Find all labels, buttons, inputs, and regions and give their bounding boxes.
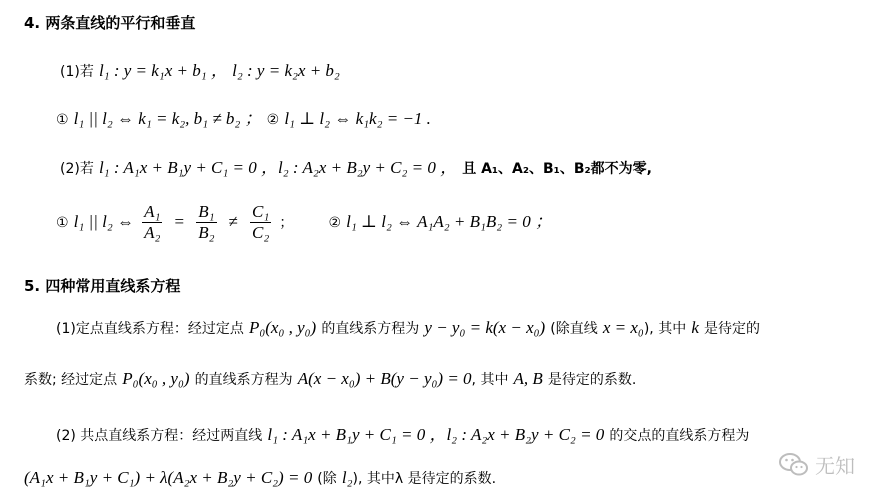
section-5-heading: 5. 四种常用直线系方程 bbox=[24, 277, 181, 295]
fraction-b1-b2 bbox=[196, 202, 216, 243]
item-1-point: P₀(x₀ , y₀) bbox=[122, 369, 190, 388]
item-2-text: (除 bbox=[317, 471, 337, 487]
circled-one-marker: ① bbox=[56, 112, 69, 128]
item-1-text: 是待定的系数. bbox=[547, 372, 637, 388]
case-2-formula: l₁ : A₁x + B₁y + C₁ = 0 ，l₂ : A₂x + B₂y + C₂ = 0 ， bbox=[98, 158, 458, 177]
item-1-text: (除直线 bbox=[550, 321, 598, 337]
watermark bbox=[779, 450, 855, 479]
case-1-perpendicular: l₁ ⊥ l₂ ⇔ k₁k₂ = −1 . bbox=[284, 109, 431, 128]
wechat-icon bbox=[779, 452, 809, 478]
item-2-line-1 bbox=[56, 420, 749, 445]
case-1-statement bbox=[60, 56, 340, 81]
equals-sign: = bbox=[174, 212, 185, 231]
fraction-numerator: A₁ bbox=[144, 202, 161, 221]
case-2-statement bbox=[60, 153, 652, 178]
circled-two-marker: ② bbox=[328, 215, 342, 231]
fraction-numerator: C₁ bbox=[252, 202, 270, 221]
item-1-coefficients: A, B bbox=[513, 369, 543, 388]
item-1-line-2 bbox=[24, 369, 636, 389]
case-2-condition: 且 A₁、A₂、B₁、B₂都不为零, bbox=[462, 161, 652, 177]
separator: ； bbox=[279, 215, 294, 231]
circled-two-marker: ② bbox=[266, 112, 280, 128]
item-2-equation: (A₁x + B₁y + C₁) + λ(A₂x + B₂y + C₂) = 0 bbox=[24, 468, 313, 487]
item-2-excluded-line: l₂ bbox=[341, 468, 353, 487]
not-equal-sign: ≠ bbox=[228, 212, 238, 231]
item-1-text: 是待定的 bbox=[703, 321, 760, 337]
item-1-text: , 其中 bbox=[471, 372, 509, 388]
fraction-a1-a2 bbox=[142, 202, 162, 243]
item-2-lines: l₁ : A₁x + B₁y + C₁ = 0 ，l₂ : A₂x + B₂y + C₂ = 0 bbox=[267, 425, 605, 444]
fraction-denominator: A₂ bbox=[144, 223, 161, 242]
item-1-equation: A(x − x₀) + B(y − y₀) = 0 bbox=[297, 369, 472, 388]
item-1-text: (1)定点直线系方程：经过定点 bbox=[56, 321, 244, 337]
case-2-parallel-lhs: l₁ || l₂ ⇔ bbox=[73, 212, 135, 231]
fraction-numerator: B₁ bbox=[198, 202, 215, 221]
fraction-c1-c2 bbox=[250, 202, 271, 243]
item-1-text: 的直线系方程为 bbox=[321, 321, 420, 337]
item-2-text: 的交点的直线系方程为 bbox=[609, 428, 750, 444]
case-1-formula: l₁ : y = k₁x + b₁ ， l₂ : y = k₂x + b₂ bbox=[98, 61, 340, 80]
item-1-text: 的直线系方程为 bbox=[194, 372, 293, 388]
watermark-text: 无知 bbox=[815, 454, 855, 478]
item-2-text: (2) 共点直线系方程：经过两直线 bbox=[56, 428, 263, 444]
case-2-conditions bbox=[56, 202, 552, 243]
item-1-equation: y − y₀ = k(x − x₀) bbox=[424, 318, 546, 337]
item-1-line-1 bbox=[56, 318, 760, 338]
circled-one-marker: ① bbox=[56, 215, 69, 231]
item-2-text: ), 其中λ 是待定的系数. bbox=[352, 471, 497, 487]
case-1-conditions bbox=[56, 104, 431, 129]
item-2-line-2 bbox=[24, 468, 496, 488]
fraction-denominator: C₂ bbox=[252, 223, 270, 242]
case-1-intro: (1)若 bbox=[60, 64, 94, 80]
item-1-excluded-line: x = x₀ bbox=[602, 318, 644, 337]
item-1-point: P₀(x₀ , y₀) bbox=[248, 318, 317, 337]
item-1-coefficient: k bbox=[691, 318, 699, 337]
fraction-denominator: B₂ bbox=[198, 223, 215, 242]
case-2-intro: (2)若 bbox=[60, 161, 94, 177]
case-1-parallel: l₁ || l₂ ⇔ k₁ = k₂, b₁ ≠ b₂ ； bbox=[73, 109, 262, 128]
item-1-text: ), 其中 bbox=[643, 321, 687, 337]
item-1-text: 系数; 经过定点 bbox=[24, 372, 118, 388]
case-2-perpendicular: l₁ ⊥ l₂ ⇔ A₁A₂ + B₁B₂ = 0 ； bbox=[346, 212, 552, 231]
section-4-heading: 4. 两条直线的平行和垂直 bbox=[24, 14, 196, 32]
